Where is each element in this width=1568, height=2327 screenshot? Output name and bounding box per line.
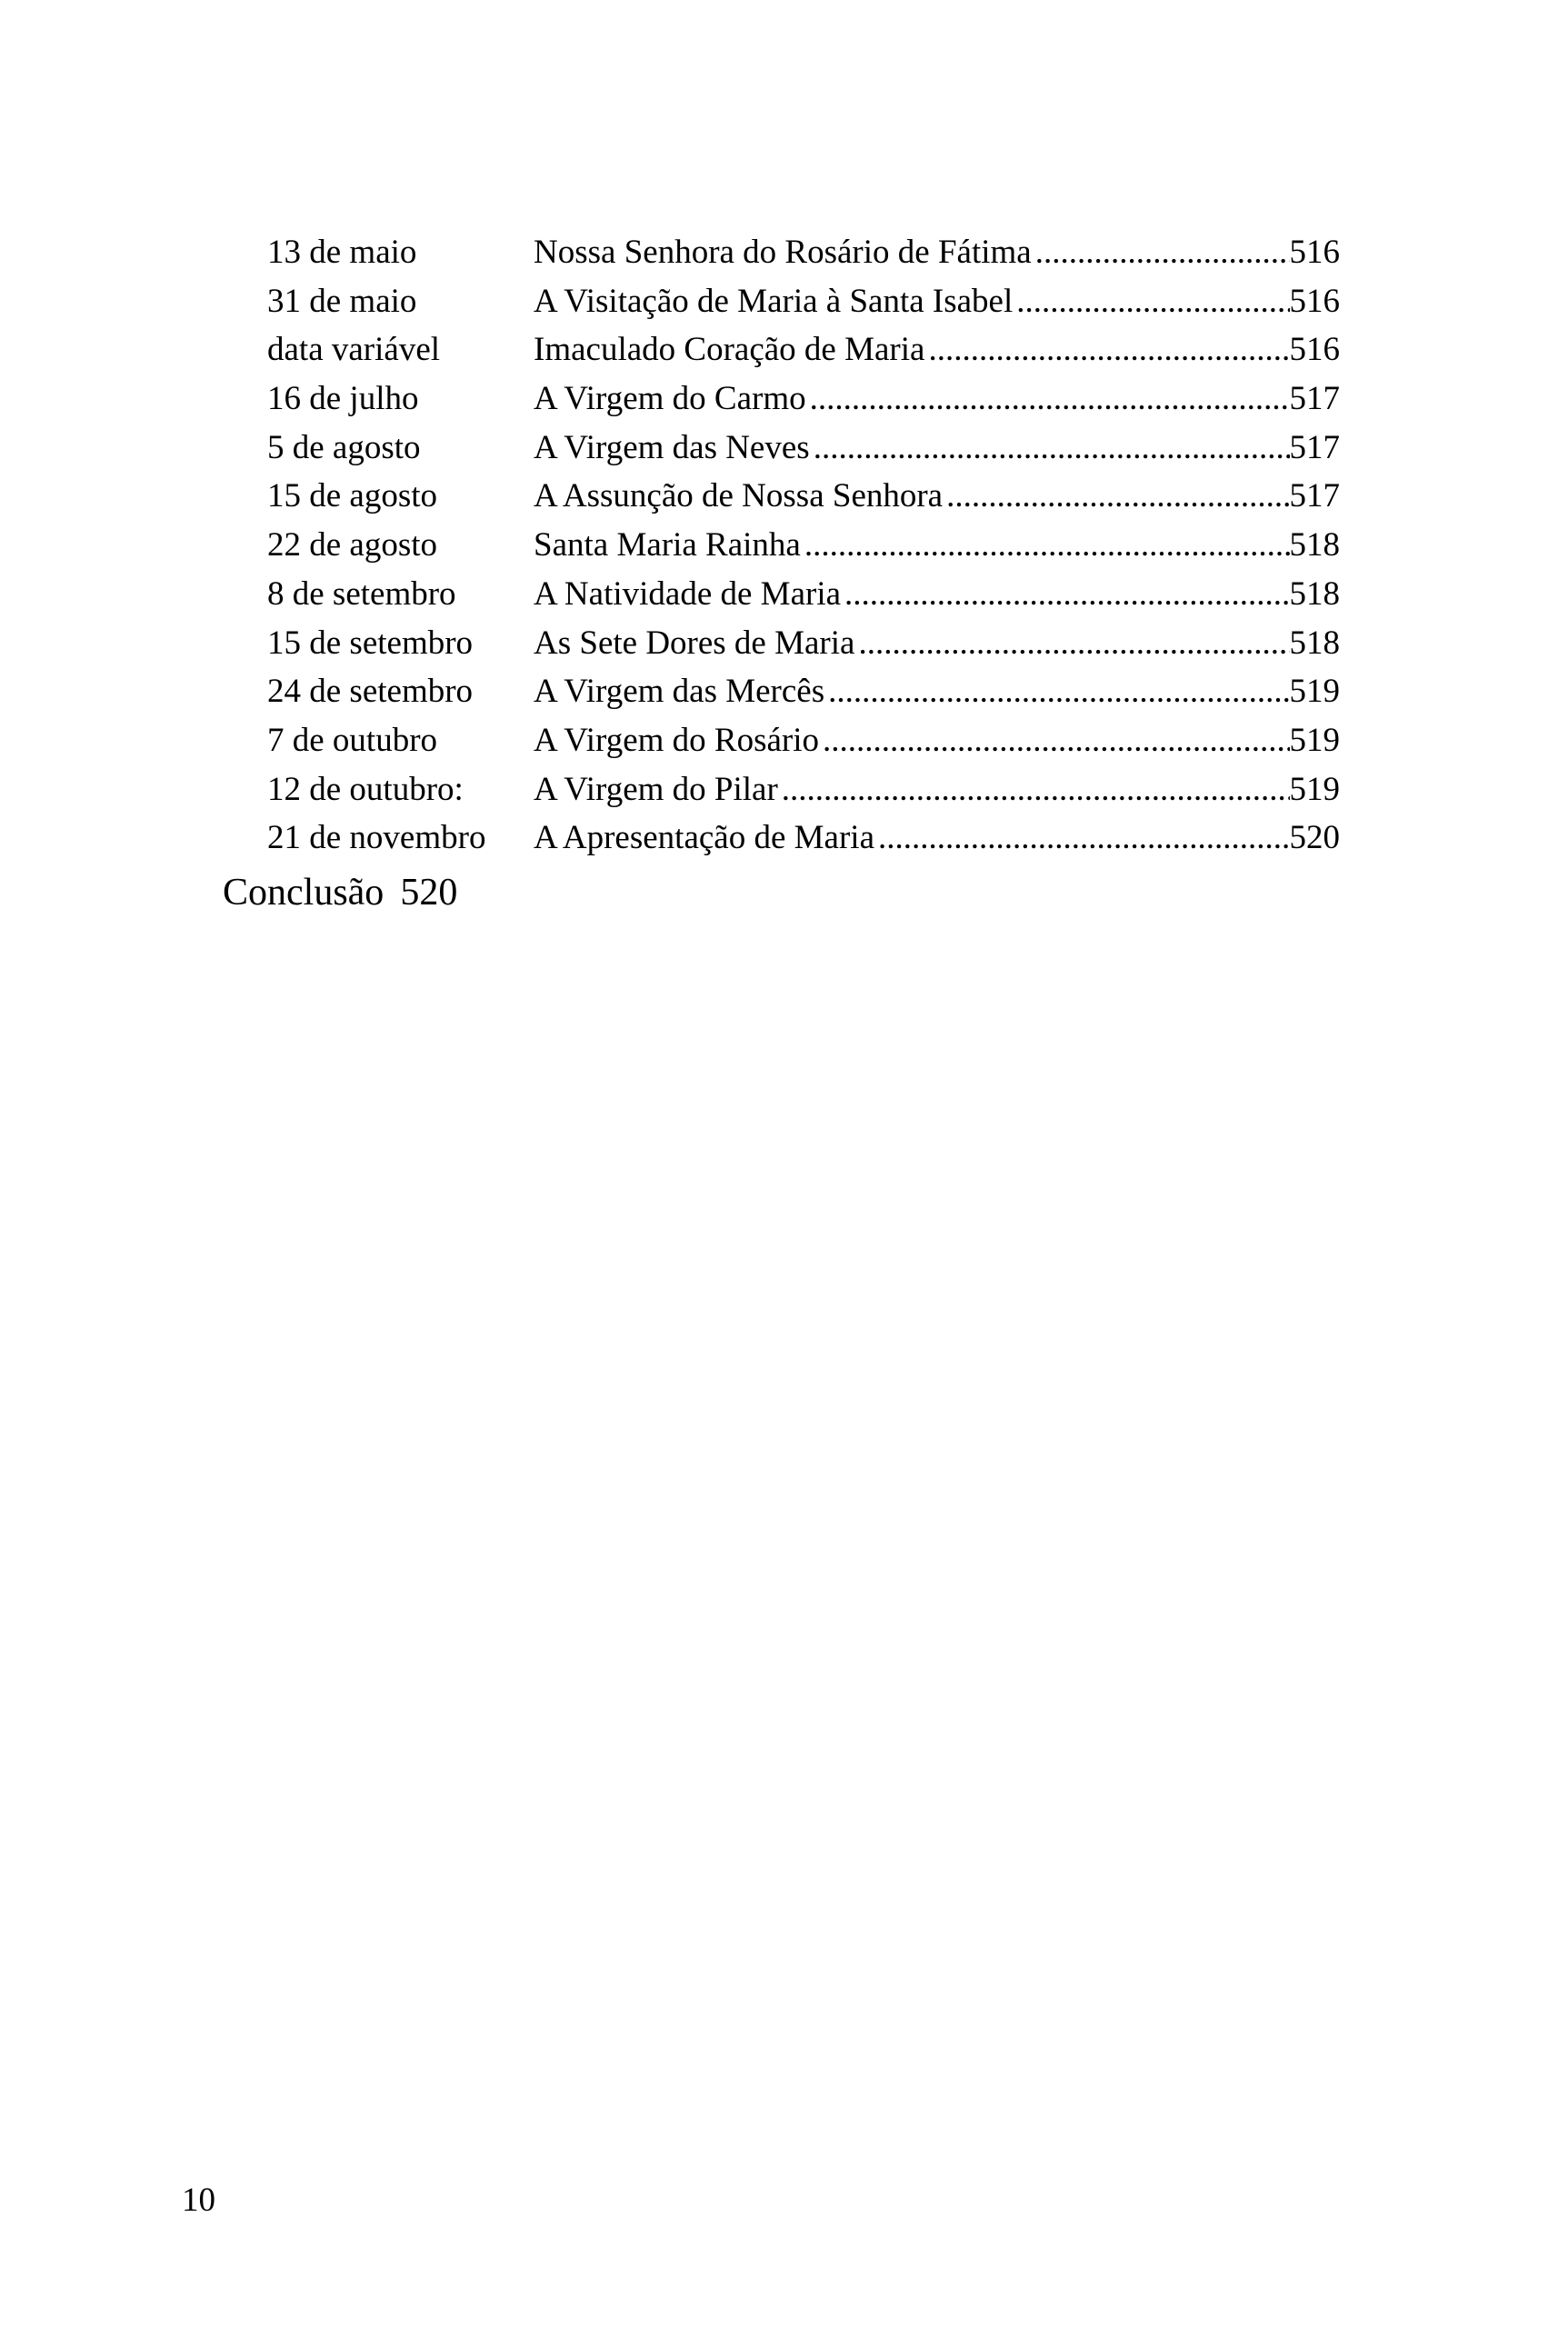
toc-leader-dots bbox=[814, 424, 1290, 473]
toc-date: data variável bbox=[267, 331, 441, 369]
toc-page-number: 518 bbox=[1289, 624, 1340, 662]
toc-leader-dots bbox=[782, 765, 1290, 814]
toc-row[interactable] bbox=[267, 570, 1340, 619]
toc-page-number: 518 bbox=[1289, 574, 1340, 613]
toc-page-number: 520 bbox=[1289, 819, 1340, 857]
toc-row[interactable] bbox=[267, 277, 1340, 326]
toc-entry bbox=[534, 375, 1340, 424]
toc-leader-dots bbox=[928, 325, 1289, 375]
toc-row[interactable] bbox=[267, 325, 1340, 375]
toc-row[interactable] bbox=[267, 667, 1340, 716]
table-of-contents bbox=[267, 228, 1340, 863]
toc-title: Imaculado Coração de Maria bbox=[534, 331, 925, 369]
toc-title: A Virgem do Pilar bbox=[534, 770, 778, 808]
page-number: 10 bbox=[182, 2182, 215, 2219]
toc-date: 15 de agosto bbox=[267, 477, 438, 515]
toc-entry bbox=[534, 765, 1340, 814]
toc-entry bbox=[534, 814, 1340, 863]
toc-title: A Virgem do Carmo bbox=[534, 380, 806, 418]
toc-title: A Virgem das Neves bbox=[534, 428, 810, 466]
toc-page-number: 516 bbox=[1289, 331, 1340, 369]
toc-title: A Virgem do Rosário bbox=[534, 721, 819, 759]
toc-title: A Assunção de Nossa Senhora bbox=[534, 477, 944, 515]
toc-conclusion-entry[interactable] bbox=[223, 867, 457, 918]
toc-page-number: 519 bbox=[1289, 673, 1340, 711]
toc-entry bbox=[534, 424, 1340, 473]
toc-page-number: 516 bbox=[1289, 234, 1340, 271]
toc-leader-dots bbox=[804, 521, 1290, 570]
toc-page-number: 519 bbox=[1289, 721, 1340, 759]
conclusion-page-number: 520 bbox=[400, 872, 458, 914]
toc-date: 31 de maio bbox=[267, 282, 417, 320]
toc-entry bbox=[534, 570, 1340, 619]
conclusion-title: Conclusão bbox=[223, 872, 385, 914]
toc-leader-dots bbox=[828, 667, 1289, 716]
toc-entry bbox=[534, 521, 1340, 570]
toc-row[interactable] bbox=[267, 375, 1340, 424]
toc-date: 21 de novembro bbox=[267, 819, 486, 857]
toc-leader-dots bbox=[878, 814, 1290, 863]
toc-leader-dots bbox=[946, 472, 1289, 521]
toc-entry bbox=[534, 716, 1340, 765]
toc-row[interactable] bbox=[267, 472, 1340, 521]
toc-page-number: 517 bbox=[1289, 380, 1340, 418]
toc-title: A Natividade de Maria bbox=[534, 574, 842, 613]
toc-date: 22 de agosto bbox=[267, 526, 438, 564]
toc-title: Nossa Senhora do Rosário de Fátima bbox=[534, 234, 1032, 271]
toc-date: 8 de setembro bbox=[267, 574, 456, 613]
toc-date: 16 de julho bbox=[267, 380, 419, 418]
toc-row[interactable] bbox=[267, 619, 1340, 668]
toc-entry bbox=[534, 228, 1340, 277]
toc-leader-dots bbox=[823, 716, 1290, 765]
toc-row[interactable] bbox=[267, 765, 1340, 814]
toc-date: 15 de setembro bbox=[267, 624, 474, 662]
toc-leader-dots bbox=[810, 375, 1290, 424]
toc-entry bbox=[534, 325, 1340, 375]
toc-row[interactable] bbox=[267, 521, 1340, 570]
toc-row[interactable] bbox=[267, 716, 1340, 765]
toc-title: A Visitação de Maria à Santa Isabel bbox=[534, 282, 1014, 320]
toc-date: 7 de outubro bbox=[267, 721, 438, 759]
toc-page-number: 519 bbox=[1289, 770, 1340, 808]
toc-leader-dots bbox=[1035, 228, 1290, 277]
toc-title: A Virgem das Mercês bbox=[534, 673, 825, 711]
toc-page-number: 516 bbox=[1289, 282, 1340, 320]
toc-title: A Apresentação de Maria bbox=[534, 819, 874, 857]
toc-date: 12 de outubro: bbox=[267, 770, 464, 808]
toc-row[interactable] bbox=[267, 228, 1340, 277]
toc-page-number: 517 bbox=[1289, 477, 1340, 515]
toc-date: 24 de setembro bbox=[267, 673, 474, 711]
toc-leader-dots bbox=[844, 570, 1289, 619]
toc-entry bbox=[534, 472, 1340, 521]
toc-row[interactable] bbox=[267, 814, 1340, 863]
toc-entry bbox=[534, 277, 1340, 326]
toc-entry bbox=[534, 619, 1340, 668]
toc-leader-dots bbox=[1016, 277, 1289, 326]
toc-page-number: 518 bbox=[1289, 526, 1340, 564]
toc-date: 13 de maio bbox=[267, 234, 417, 271]
toc-row[interactable] bbox=[267, 424, 1340, 473]
toc-title: Santa Maria Rainha bbox=[534, 526, 801, 564]
toc-page-number: 517 bbox=[1289, 428, 1340, 466]
toc-entry bbox=[534, 667, 1340, 716]
toc-leader-dots bbox=[858, 619, 1289, 668]
toc-date: 5 de agosto bbox=[267, 428, 421, 466]
toc-title: As Sete Dores de Maria bbox=[534, 624, 855, 662]
